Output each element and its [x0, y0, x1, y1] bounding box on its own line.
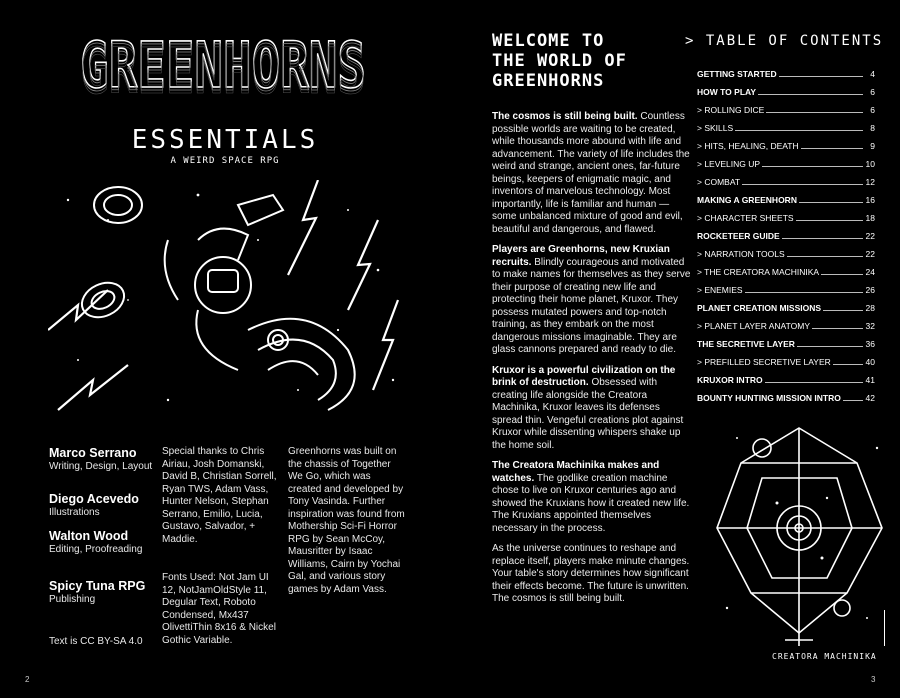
- toc-entry-label: HOW TO PLAY: [697, 87, 757, 97]
- credit-role: Publishing: [49, 594, 96, 605]
- svg-text:GREENHORNS: GREENHORNS: [80, 33, 366, 97]
- credit-role: Illustrations: [49, 507, 100, 518]
- toc-leader-line: [779, 76, 863, 77]
- inspiration-credits: Greenhorns was built on the chassis of Together We Go, which was created and developed by Tony Vasinda. Further inspiration was found from Mothership Sci-Fi Horror RPG by Sean McCoy, Mausritter by Isaac Williams, Cairn by Yochai Gal, and various story games by Adam Vass.: [288, 446, 405, 595]
- credit-name: Marco Serrano: [49, 446, 137, 460]
- toc-entry-page: 18: [865, 213, 875, 223]
- toc-entry-label: > PLANET LAYER ANATOMY: [697, 321, 810, 331]
- credit-name: Walton Wood: [49, 529, 129, 543]
- toc-entry-page: 36: [865, 339, 875, 349]
- toc-entry-label: BOUNTY HUNTING MISSION INTRO: [697, 393, 841, 403]
- toc-entry: [697, 385, 875, 403]
- toc-entry-label: KRUXOR INTRO: [697, 375, 763, 385]
- credit-role: Editing, Proofreading: [49, 544, 143, 555]
- toc-entry-label: THE SECRETIVE LAYER: [697, 339, 795, 349]
- toc-leader-line: [787, 256, 863, 257]
- tagline: A WEIRD SPACE RPG: [170, 156, 280, 166]
- toc-leader-line: [821, 274, 863, 275]
- toc-entry: [697, 277, 875, 295]
- welcome-line: THE WORLD OF: [492, 51, 627, 71]
- intro-paragraph: Players are Greenhorns, new Kruxian recruits. Blindly courageous and motivated to make names for themselves as they serve their purpose of creating new life and protecting their home planet, Kruxor. They possess mutated powers and top-notch training, as they embark on the most dangerous missions imaginable. They are glass cannons prepared and ready to die.: [492, 244, 691, 355]
- intro-paragraph: Kruxor is a powerful civilization on the brink of destruction. Obsessed with creating life alongside the Creatora Machinika, Kruxor leaves its defenses spread thin. Vengeful creations plot against Kruxor while dissenting whispers shake up the home soil.: [492, 364, 684, 451]
- toc-entry-page: 6: [870, 87, 875, 97]
- toc-entry-label: > CHARACTER SHEETS: [697, 213, 794, 223]
- toc-entry-label: ROCKETEER GUIDE: [697, 231, 780, 241]
- intro-paragraph: The cosmos is still being built. Countless possible worlds are waiting to be created, while thousands more abound with life and advancement. The variety of life includes the weird and strange, ancient ones, far-future beings, keepers of enigmatic magic, and inventors of marvelous technology. Most importantly, life is familiar and human — some unbalanced mixture of good and evil, beautiful and dangerous, and flawed.: [492, 111, 690, 235]
- toc-entry: [697, 313, 875, 331]
- toc-entry: [697, 349, 875, 367]
- toc-entry: [697, 205, 875, 223]
- credit-name: Diego Acevedo: [49, 492, 139, 506]
- toc-entry-page: 4: [870, 69, 875, 79]
- caption-rule: [884, 610, 885, 646]
- special-thanks: Special thanks to Chris Airiau, Josh Domanski, David B, Christian Sorrell, Ryan TWS, Adam Vass, Hunter Nelson, Stephan Serrano, Emilio, Lucia, Gustavo, Salvador, + Maddie.: [162, 446, 277, 545]
- subtitle: ESSENTIALS: [131, 125, 319, 155]
- toc-entry: [697, 79, 875, 97]
- welcome-line: GREENHORNS: [492, 71, 605, 91]
- toc-entry-page: 42: [865, 393, 875, 403]
- toc-title: > TABLE OF CONTENTS: [685, 33, 884, 49]
- toc-entry-label: PLANET CREATION MISSIONS: [697, 303, 822, 313]
- toc-entry-page: 8: [870, 123, 875, 133]
- welcome-line: WELCOME TO: [492, 31, 605, 51]
- toc-leader-line: [765, 382, 863, 383]
- toc-entry-page: 12: [865, 177, 875, 187]
- space-illustration: [48, 180, 404, 420]
- toc-entry-label: > ROLLING DICE: [697, 105, 765, 115]
- credit-name: Spicy Tuna RPG: [49, 579, 146, 593]
- toc-entry-label: > NARRATION TOOLS: [697, 249, 785, 259]
- toc-entry-page: 9: [870, 141, 875, 151]
- page-number-left: 2: [25, 675, 30, 684]
- license-text: Text is CC BY-SA 4.0: [49, 636, 143, 647]
- toc-entry: [697, 151, 875, 169]
- toc-leader-line: [823, 310, 863, 311]
- toc-leader-line: [758, 94, 863, 95]
- toc-entry: [697, 133, 875, 151]
- toc-leader-line: [742, 184, 863, 185]
- toc-leader-line: [801, 148, 863, 149]
- toc-entry-page: 24: [865, 267, 875, 277]
- toc-entry: [697, 259, 875, 277]
- toc-entry: [697, 61, 875, 79]
- welcome-heading: [492, 31, 682, 91]
- fonts-used: Fonts Used: Not Jam UI 12, NotJamOldStyle 11, Degular Text, Roboto Condensed, Mx437 OlivettiThin 8x16 & Nickel Gothic Variable.: [162, 572, 276, 646]
- toc-entry: [697, 169, 875, 187]
- svg-text:GREENHORNS: GREENHORNS: [80, 35, 366, 97]
- credit-walton: [49, 529, 159, 557]
- intro-body: [492, 111, 692, 614]
- toc-entry: [697, 331, 875, 349]
- page-number-right: 3: [871, 675, 876, 684]
- illustration-caption: CREATORA MACHINIKA: [772, 652, 877, 661]
- toc-leader-line: [797, 346, 863, 347]
- intro-paragraph: As the universe continues to reshape and replace itself, players make minute changes. Your table's story determines how significant their effects become. The future is unwritten. The cosmos is still being built.: [492, 543, 690, 604]
- toc-leader-line: [782, 238, 863, 239]
- credit-diego: [49, 492, 159, 520]
- toc-entry-page: 22: [865, 231, 875, 241]
- toc-entry-page: 40: [865, 357, 875, 367]
- toc-entry-label: MAKING A GREENHORN: [697, 195, 797, 205]
- toc-entry: [697, 367, 875, 385]
- toc-leader-line: [796, 220, 863, 221]
- toc-entry-label: > ENEMIES: [697, 285, 743, 295]
- greenhorns-logo: [78, 33, 368, 97]
- svg-text:GREENHORNS: GREENHORNS: [80, 33, 366, 97]
- intro-paragraph: The Creatora Machinika makes and watches. The godlike creation machine chose to live on Kruxor centuries ago and showed the Kruxians how it created new life. The Kruxians appointed themselves necessary in the process.: [492, 460, 690, 534]
- credit-spicy-tuna: [49, 579, 159, 607]
- creatora-machinika-illustration: [707, 418, 892, 648]
- toc-entry-label: > COMBAT: [697, 177, 741, 187]
- toc-entry-page: 41: [865, 375, 875, 385]
- toc-leader-line: [735, 130, 863, 131]
- toc-leader-line: [843, 400, 863, 401]
- toc-entry-label: > PREFILLED SECRETIVE LAYER: [697, 357, 831, 367]
- toc-entry-page: 26: [865, 285, 875, 295]
- toc-leader-line: [766, 112, 863, 113]
- toc-entry-page: 32: [865, 321, 875, 331]
- toc-entry-label: > SKILLS: [697, 123, 734, 133]
- toc-leader-line: [833, 364, 863, 365]
- toc-entry: [697, 97, 875, 115]
- toc-entry-page: 22: [865, 249, 875, 259]
- toc-entry: [697, 223, 875, 241]
- table-of-contents: [697, 61, 875, 403]
- toc-entry-label: > HITS, HEALING, DEATH: [697, 141, 799, 151]
- toc-entry-page: 28: [865, 303, 875, 313]
- toc-leader-line: [745, 292, 863, 293]
- toc-entry-page: 6: [870, 105, 875, 115]
- toc-entry-label: > THE CREATORA MACHINIKA: [697, 267, 820, 277]
- toc-leader-line: [812, 328, 863, 329]
- toc-leader-line: [799, 202, 863, 203]
- toc-leader-line: [762, 166, 863, 167]
- toc-entry-page: 16: [865, 195, 875, 205]
- toc-entry: [697, 115, 875, 133]
- credit-role: Writing, Design, Layout: [49, 461, 153, 472]
- credit-marco: [49, 446, 159, 474]
- toc-entry: [697, 295, 875, 313]
- toc-entry: [697, 187, 875, 205]
- toc-entry: [697, 241, 875, 259]
- toc-entry-label: > LEVELING UP: [697, 159, 761, 169]
- toc-entry-page: 10: [865, 159, 875, 169]
- toc-entry-label: GETTING STARTED: [697, 69, 777, 79]
